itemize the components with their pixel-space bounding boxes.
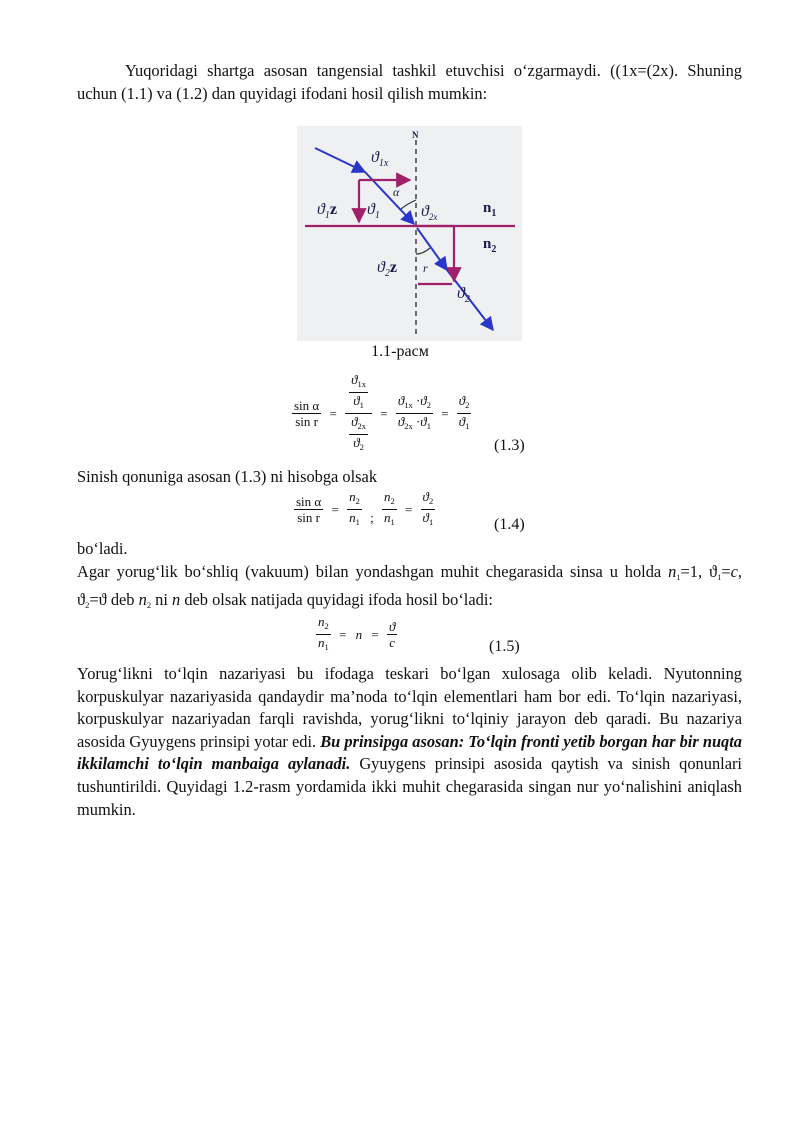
paragraph-agar: Agar yorug‘lik bo‘shliq (vakuum) bilan yondashgan muhit chegarasida sinsa u holda $n_1=1$, $ϑ_1=c$, $ϑ_2=ϑ$ deb $n_2$ ni n deb olsak natijada quyidagi ifoda hosil bo‘ladi:	[77, 562, 742, 610]
theta1z-label: $ϑ_1z$	[317, 201, 337, 221]
equation-1-5: $\frac{n_2}{n_1}$ = n = $\frac{ϑ}{c}$	[314, 614, 399, 655]
theta1-label: $ϑ_1$	[367, 201, 380, 221]
alpha-arc	[401, 200, 416, 209]
theta2x-label: $ϑ_{2x}$	[421, 203, 438, 222]
eq13-lhs: $\frac{\text{sin α}}{\text{sin r}}$	[294, 398, 320, 429]
theta2-label: $ϑ_2$	[457, 285, 470, 305]
equation-1-4: $\frac{\text{sin α}}{\text{sin r}}$ = $\frac{n_2}{n_1}$ ; $\frac{n_2}{n_1}$ = $\frac{ϑ_2}{ϑ_1}$	[292, 489, 437, 530]
huygens-principle-statement: Bu prinsipga asosan: To‘lqin fronti yetib borgan har bir nuqta ikkilamchi to‘lqin manbaiga aylanadi.	[77, 731, 743, 774]
refracted-ray	[417, 228, 447, 270]
n2-label: $n_2$	[483, 236, 497, 255]
eq15-theta-c: $\frac{ϑ}{c}$	[388, 619, 396, 650]
alpha-label: α	[393, 185, 400, 199]
paragraph-boladi: bo‘ladi.	[77, 539, 128, 558]
theta1x-label: $ϑ_{1x}$	[371, 149, 389, 169]
eq14-number: (1.4)	[494, 516, 525, 533]
eq14-theta-ratio: $\frac{ϑ_2}{ϑ_1}$	[422, 489, 434, 527]
equation-1-3: $\frac{\text{sin α}}{\text{sin r}}$ = $\frac{\frac{ϑ_{1x}}{ϑ_1}}{\frac{ϑ_{2x}}{ϑ_2}}$ = $\frac{ϑ_{1x} \cdot ϑ_2}{ϑ_{2x} \cdot ϑ_1}$ = $\frac{ϑ_2}{ϑ_1}$	[290, 372, 473, 455]
eq13-number: (1.3)	[494, 437, 525, 454]
normal-label: N	[412, 130, 419, 140]
eq13-product-fraction: $\frac{ϑ_{1x} \cdot ϑ_2}{ϑ_{2x} \cdot ϑ_1}$	[397, 393, 431, 431]
eq15-number: (1.5)	[489, 638, 520, 655]
paragraph-intro: Yuqoridagi shartga asosan tangensial tashkil etuvchisi o‘zgarmaydi. ((1x=(2x). Shuning uchun (1.1) va (1.2) dan quyidagi ifodani hosil qilish mumkin:	[77, 61, 742, 103]
r-arc	[416, 248, 430, 254]
figure-caption: 1.1-расм	[371, 343, 429, 360]
theta2z-label: $ϑ_2z$	[377, 259, 397, 279]
n1-label: $n_1$	[483, 200, 497, 219]
eq14-lhs: $\frac{\text{sin α}}{\text{sin r}}$	[296, 494, 322, 525]
eq14-n-ratio: $\frac{n_2}{n_1}$	[349, 489, 360, 527]
r-label: r	[423, 261, 428, 275]
refraction-diagram	[297, 126, 522, 341]
eq14-n-ratio-2: $\frac{n_2}{n_1}$	[383, 489, 395, 527]
eq13-compound-fraction: $\frac{\frac{ϑ_{1x}}{ϑ_1}}{\frac{ϑ_{2x}}{ϑ_2}}$	[345, 372, 372, 455]
eq13-result: $\frac{ϑ_2}{ϑ_1}$	[458, 393, 470, 431]
paragraph-wave-theory: Yorug‘likni to‘lqin nazariyasi bu ifodaga teskari bo‘lgan xulosaga olib keladi. Nyutonning korpuskulyar nazariyasida qandaydir ma’noda to‘lqin elementlari ham bor edi. To‘lqin nazariyasi, korpuskulyar nazariyadan farqli ravishda, yorug‘likni to‘lqiniy jarayon deb qaradi. Bu nazariya asosida Gyuygens prinsipi yotar edi. Bu prinsipga asosan: To‘lqin fronti yetib borgan har bir nuqta ikkilamchi to‘lqin manbaiga aylanadi. Gyuygens prinsipi asosida qaytish va sinish qonunlari tushuntirildi. Quyidagi 1.2-rasm yordamida ikki muhit chegarasida singan nur yo‘nalishini aniqlash mumkin.	[77, 664, 743, 819]
eq15-n-ratio: $\frac{n_2}{n_1}$	[318, 614, 329, 652]
refraction-figure	[297, 126, 522, 341]
paragraph-sinish: Sinish qonuniga asosan (1.3) ni hisobga olsak	[77, 467, 378, 486]
incident-ray	[315, 148, 365, 172]
